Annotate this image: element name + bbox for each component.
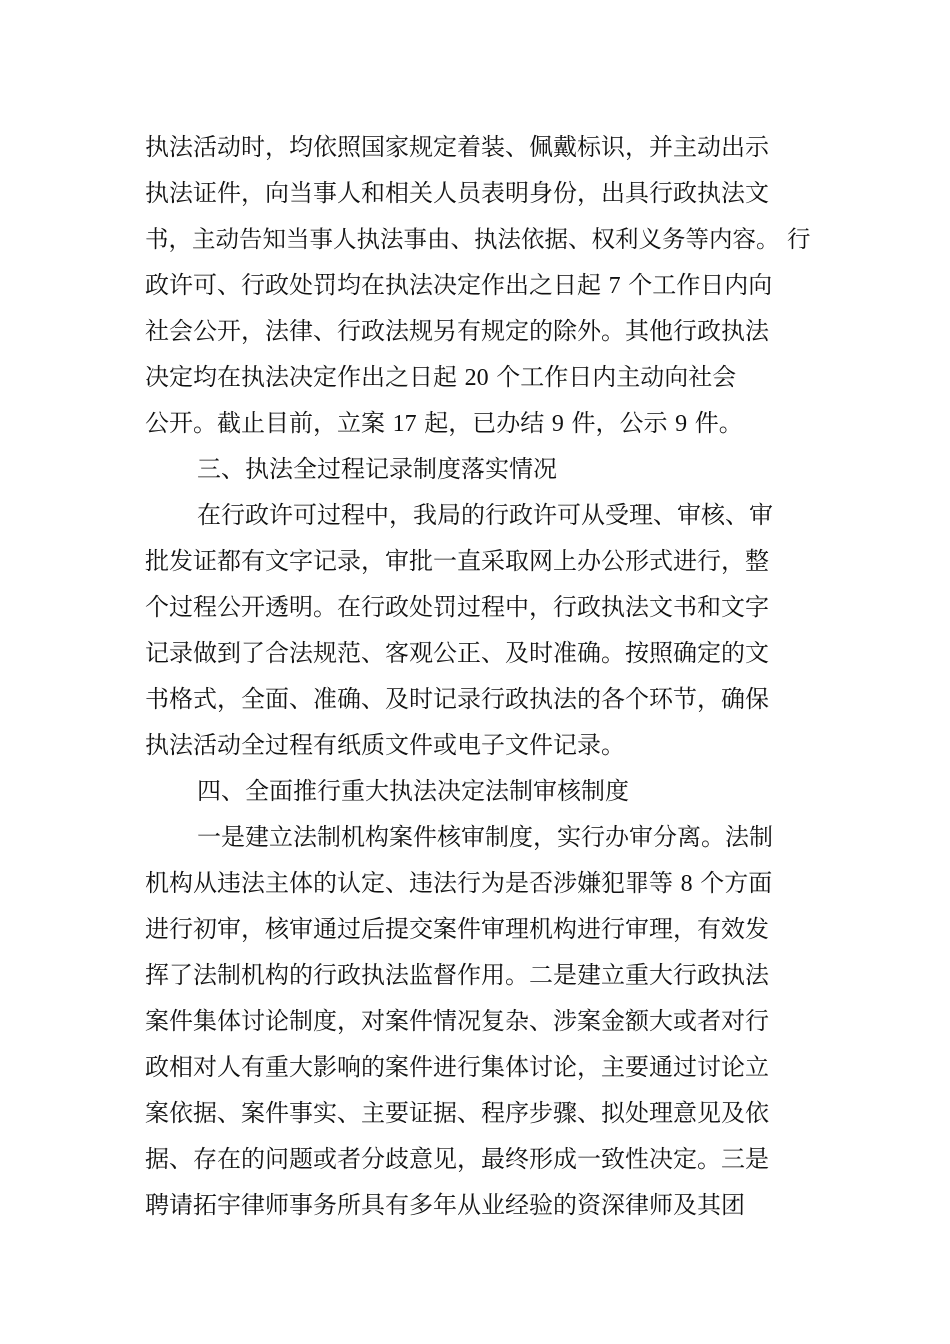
document-body [145, 124, 810, 1228]
text-line: 决定均在执法决定作出之日起 20 个工作日内主动向社会 [145, 363, 737, 391]
text-line: 政许可、行政处罚均在执法决定作出之日起 7 个工作日内向 [145, 271, 773, 299]
text-line: 执法活动时，均依照国家规定着装、佩戴标识，并主动出示 [145, 133, 769, 161]
text-line: 公开。截止目前，立案 17 起，已办结 9 件，公示 9 件。 [145, 409, 743, 437]
section-heading-4: 四、全面推行重大执法决定法制审核制度 [197, 777, 629, 805]
text-line: 社会公开，法律、行政法规另有规定的除外。其他行政执法 [145, 317, 769, 345]
text-line: 在行政许可过程中，我局的行政许可从受理、审核、审 [197, 501, 773, 529]
section-heading-3: 三、执法全过程记录制度落实情况 [197, 455, 557, 483]
text-line: 执法证件，向当事人和相关人员表明身份，出具行政执法文 [145, 179, 769, 207]
text-line: 挥了法制机构的行政执法监督作用。二是建立重大行政执法 [145, 961, 769, 989]
text-line: 案件集体讨论制度，对案件情况复杂、涉案金额大或者对行 [145, 1007, 769, 1035]
text-line: 案依据、案件事实、主要证据、程序步骤、拟处理意见及依 [145, 1099, 769, 1127]
text-line: 批发证都有文字记录，审批一直采取网上办公形式进行，整 [145, 547, 769, 575]
text-line: 进行初审，核审通过后提交案件审理机构进行审理，有效发 [145, 915, 769, 943]
text-line: 政相对人有重大影响的案件进行集体讨论，主要通过讨论立 [145, 1053, 769, 1081]
text-line: 一是建立法制机构案件核审制度，实行办审分离。法制 [197, 823, 773, 851]
text-line: 记录做到了合法规范、客观公正、及时准确。按照确定的文 [145, 639, 769, 667]
text-line: 聘请拓宇律师事务所具有多年从业经验的资深律师及其团 [145, 1191, 745, 1219]
text-line: 个过程公开透明。在行政处罚过程中，行政执法文书和文字 [145, 593, 769, 621]
text-line: 书格式，全面、准确、及时记录行政执法的各个环节，确保 [145, 685, 769, 713]
text-line: 据、存在的问题或者分歧意见，最终形成一致性决定。三是 [145, 1145, 769, 1173]
text-line: 书，主动告知当事人执法事由、执法依据、权利义务等内容。 行 [145, 225, 810, 253]
text-line: 执法活动全过程有纸质文件或电子文件记录。 [145, 731, 625, 759]
text-line: 机构从违法主体的认定、违法行为是否涉嫌犯罪等 8 个方面 [145, 869, 773, 897]
